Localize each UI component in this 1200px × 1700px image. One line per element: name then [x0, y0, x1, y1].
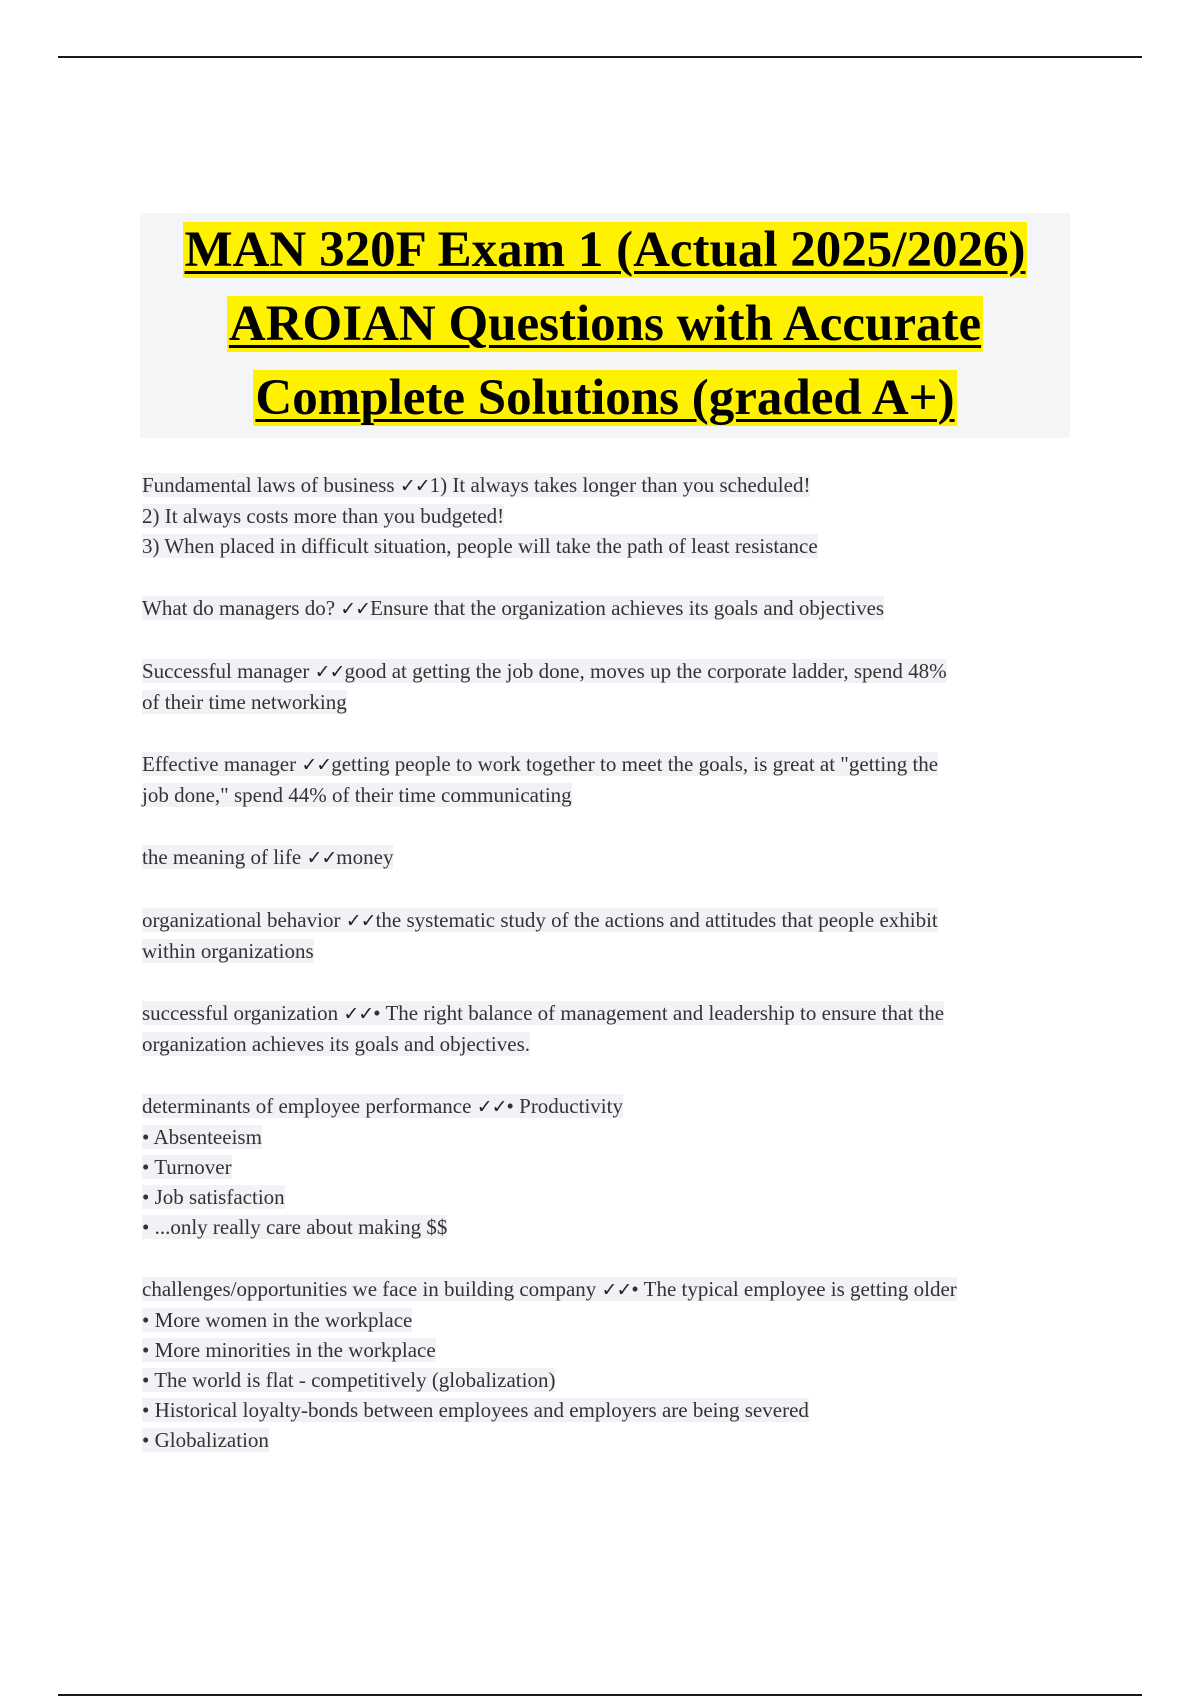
answer-text: job done," spend 44% of their time communicating — [142, 783, 572, 807]
check-mark-icon: ✓✓ — [343, 1003, 374, 1025]
answer-text: Ensure that the organization achieves its goals and objectives — [370, 596, 885, 620]
answer-line — [142, 687, 1072, 717]
answer-line — [142, 1182, 1072, 1212]
answer-line — [142, 1305, 1072, 1335]
title-line-3: Complete Solutions (graded A+) — [255, 370, 955, 426]
qa-first-line — [142, 470, 1072, 501]
answer-text: organization achieves its goals and objectives. — [142, 1032, 530, 1056]
qa-first-line — [142, 656, 1072, 687]
check-mark-icon: ✓✓ — [601, 1279, 632, 1301]
answer-text: • Job satisfaction — [142, 1185, 285, 1209]
check-mark-icon: ✓✓ — [314, 661, 345, 683]
answer-text: 2) It always costs more than you budgeted! — [142, 504, 505, 528]
answer-line — [142, 1152, 1072, 1182]
answer-text: • Turnover — [142, 1155, 232, 1179]
qa-item — [142, 656, 1072, 717]
question-text: Successful manager — [142, 659, 310, 683]
bottom-rule — [58, 1694, 1142, 1696]
qa-first-line — [142, 998, 1072, 1029]
qa-item — [142, 470, 1072, 561]
qa-item — [142, 593, 1072, 624]
answer-text: within organizations — [142, 939, 314, 963]
qa-first-line — [142, 749, 1072, 780]
answer-text: • Historical loyalty-bonds between employees and employers are being severed — [142, 1398, 809, 1422]
qa-item — [142, 1274, 1072, 1455]
top-rule — [58, 56, 1142, 58]
question-text: Effective manager — [142, 752, 297, 776]
answer-line — [142, 1212, 1072, 1242]
qa-first-line — [142, 593, 1072, 624]
check-mark-icon: ✓✓ — [340, 598, 371, 620]
answer-line — [142, 1029, 1072, 1059]
question-text: What do managers do? — [142, 596, 336, 620]
question-text: the meaning of life — [142, 845, 302, 869]
check-mark-icon: ✓✓ — [476, 1096, 507, 1118]
qa-first-line — [142, 905, 1072, 936]
answer-text: of their time networking — [142, 690, 347, 714]
answer-text: 3) When placed in difficult situation, people will take the path of least resistance — [142, 534, 818, 558]
check-mark-icon: ✓✓ — [399, 475, 430, 497]
check-mark-icon: ✓✓ — [306, 847, 337, 869]
answer-line — [142, 1122, 1072, 1152]
title-line-2: AROIAN Questions with Accurate — [228, 296, 982, 352]
title-line-1: MAN 320F Exam 1 (Actual 2025/2026) — [184, 222, 1026, 278]
answer-text: 1) It always takes longer than you scheduled! — [429, 473, 811, 497]
answer-text: • Productivity — [506, 1094, 623, 1118]
answer-text: • More women in the workplace — [142, 1308, 413, 1332]
qa-item — [142, 1091, 1072, 1242]
question-text: determinants of employee performance — [142, 1094, 472, 1118]
answer-text: • Absenteeism — [142, 1125, 262, 1149]
answer-line — [142, 1335, 1072, 1365]
answer-text: • Globalization — [142, 1428, 269, 1452]
question-text: organizational behavior — [142, 908, 341, 932]
answer-text: getting people to work together to meet the goals, is great at "getting the — [331, 752, 939, 776]
answer-line — [142, 531, 1072, 561]
qa-first-line — [142, 842, 1072, 873]
answer-line — [142, 1365, 1072, 1395]
check-mark-icon: ✓✓ — [301, 754, 332, 776]
qa-item — [142, 905, 1072, 966]
answer-line — [142, 1395, 1072, 1425]
check-mark-icon: ✓✓ — [345, 910, 376, 932]
answer-line — [142, 936, 1072, 966]
answer-text: • The world is flat - competitively (globalization) — [142, 1368, 556, 1392]
qa-item — [142, 842, 1072, 873]
qa-list — [142, 470, 1072, 1487]
question-text: Fundamental laws of business — [142, 473, 395, 497]
answer-text: the systematic study of the actions and attitudes that people exhibit — [375, 908, 938, 932]
qa-first-line — [142, 1274, 1072, 1305]
qa-item — [142, 749, 1072, 810]
answer-text: money — [336, 845, 394, 869]
document-title — [140, 213, 1070, 438]
answer-text: • The typical employee is getting older — [631, 1277, 957, 1301]
answer-text: • More minorities in the workplace — [142, 1338, 436, 1362]
answer-text: • The right balance of management and leadership to ensure that the — [373, 1001, 945, 1025]
answer-text: • ...only really care about making $$ — [142, 1215, 448, 1239]
question-text: successful organization — [142, 1001, 339, 1025]
answer-text: good at getting the job done, moves up the corporate ladder, spend 48% — [344, 659, 947, 683]
answer-line — [142, 501, 1072, 531]
answer-line — [142, 1425, 1072, 1455]
qa-first-line — [142, 1091, 1072, 1122]
question-text: challenges/opportunities we face in building company — [142, 1277, 597, 1301]
qa-item — [142, 998, 1072, 1059]
answer-line — [142, 780, 1072, 810]
